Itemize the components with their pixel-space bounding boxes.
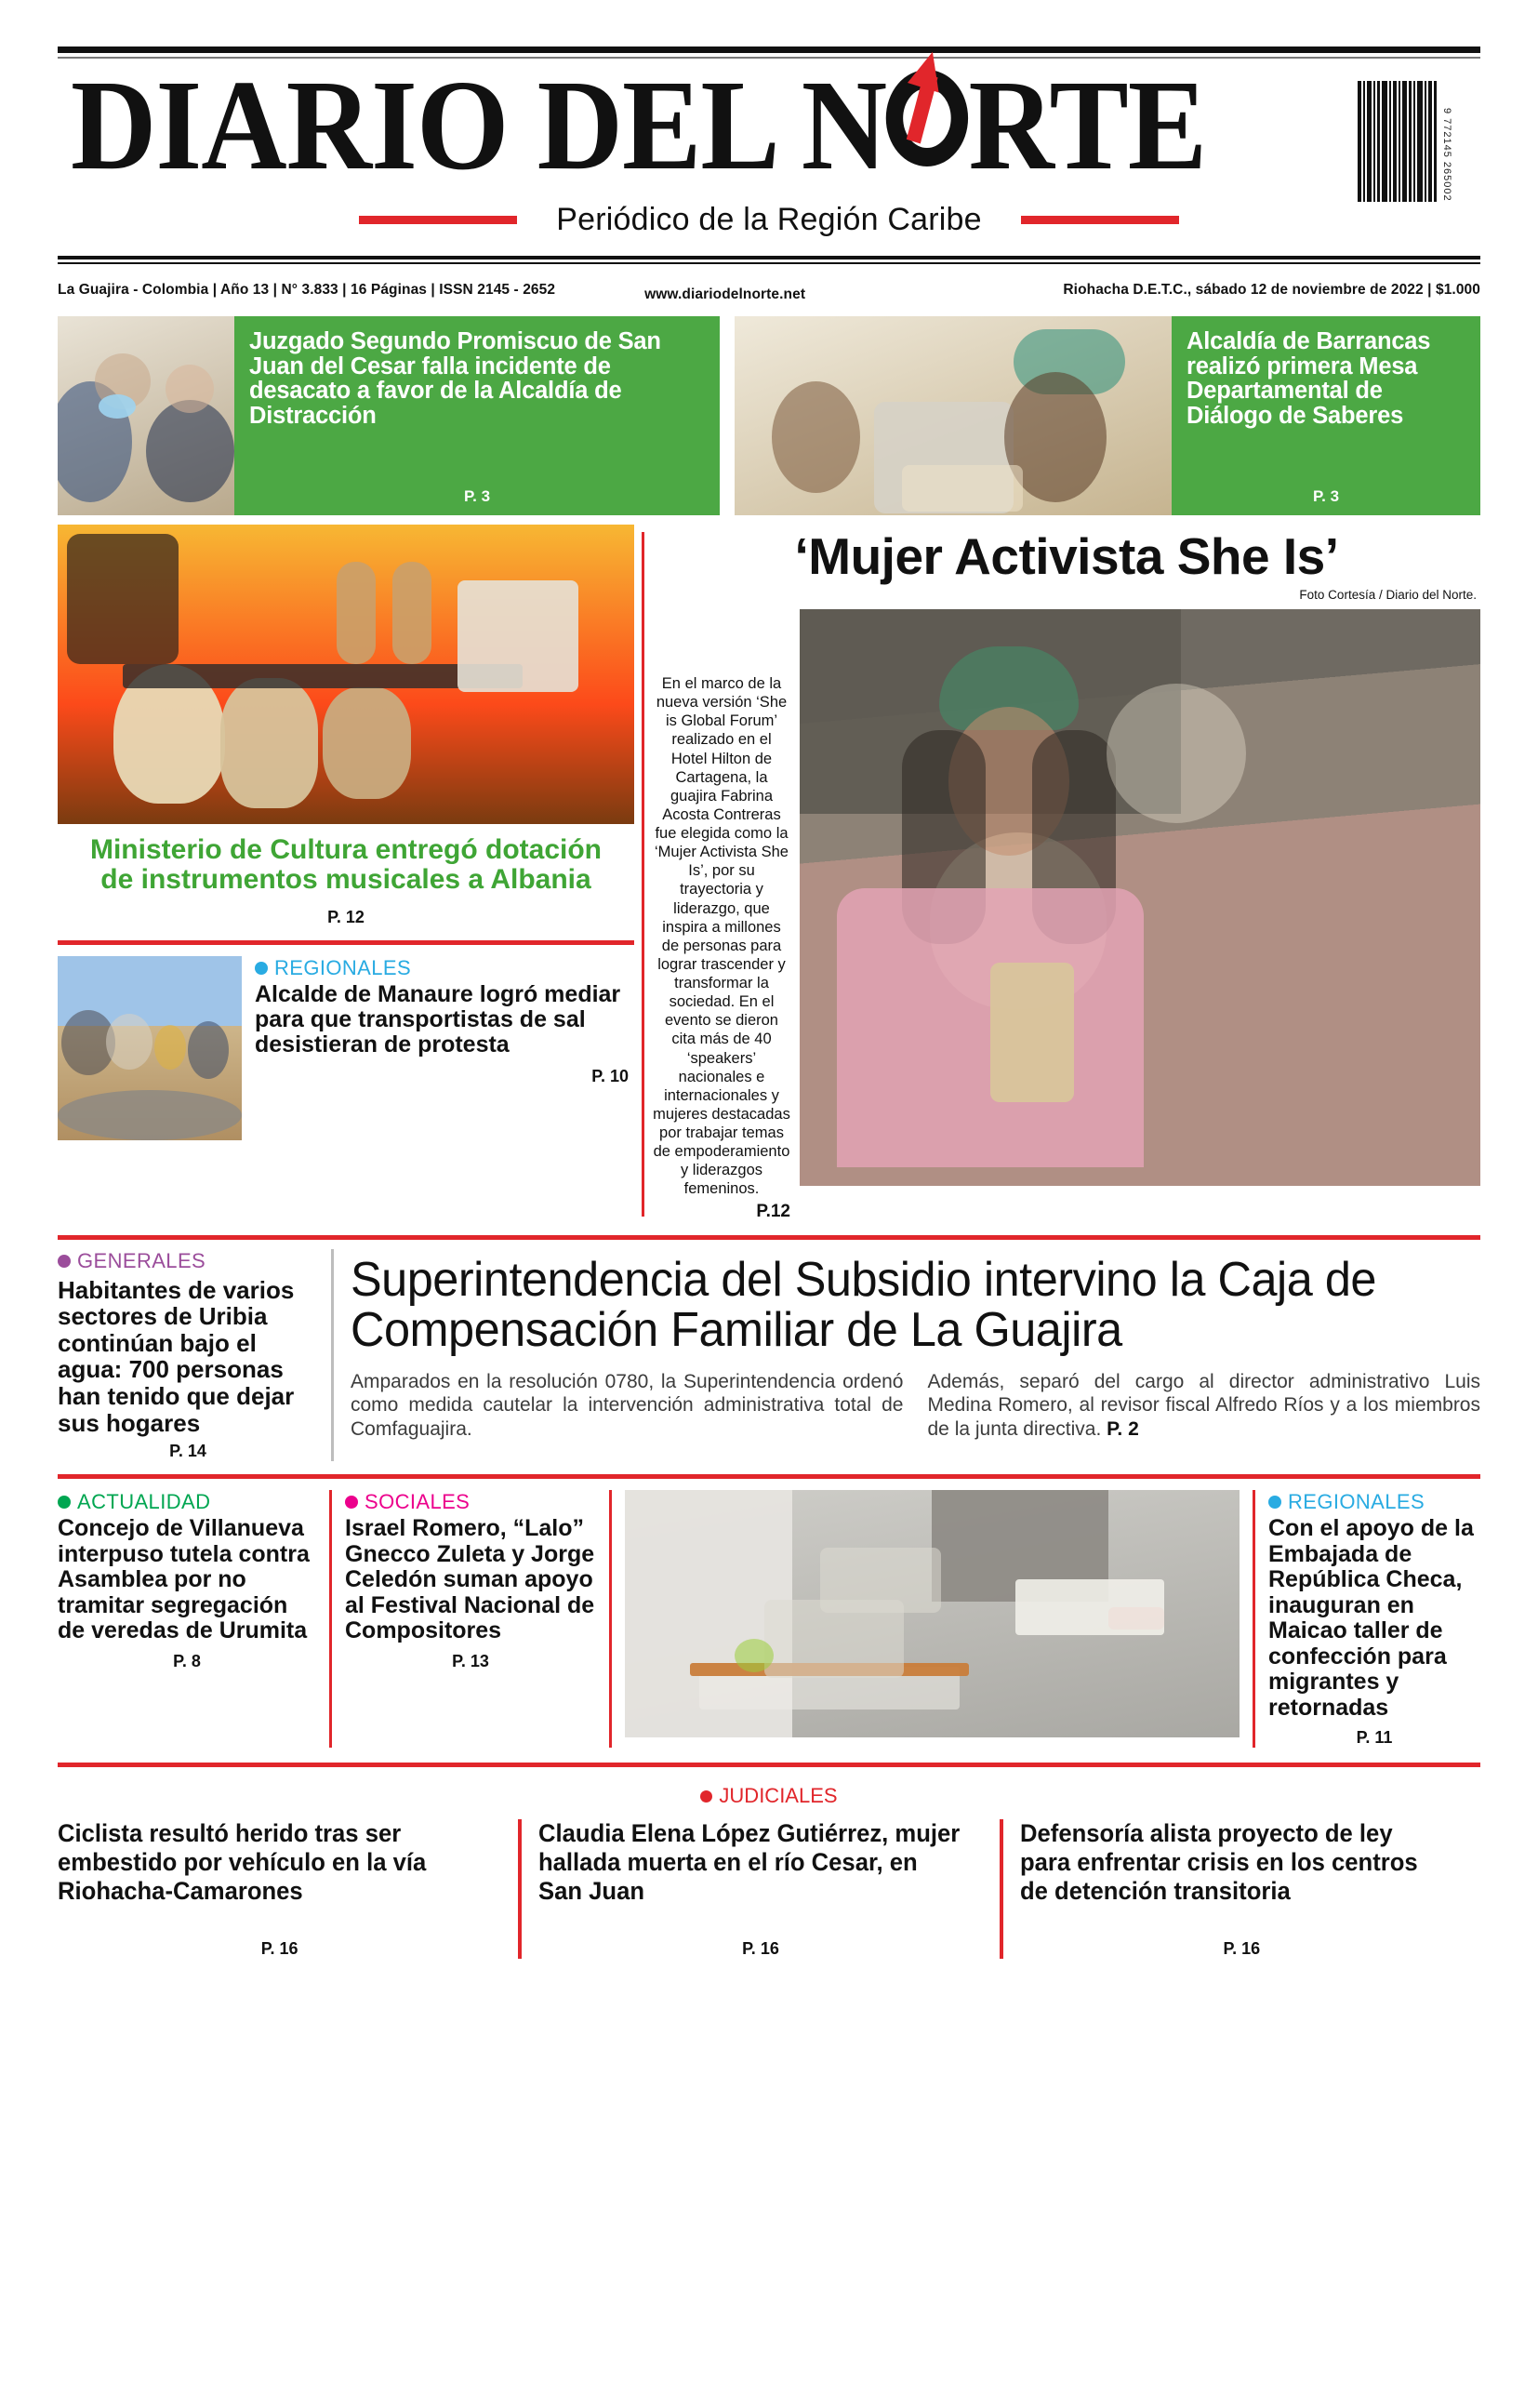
maicao-page: P. 11 [1356,1728,1393,1748]
generales-kicker [58,1249,318,1273]
generales-story[interactable] [58,1249,334,1462]
dateline [58,277,1480,303]
generales-kicker-label: GENERALES [77,1248,206,1272]
actualidad-page: P. 8 [173,1651,201,1670]
maicao-kicker-label: REGIONALES [1288,1490,1425,1514]
actualidad-kicker [58,1490,316,1514]
sheis-page: P.12 [756,1201,790,1221]
manaure-kicker [255,956,634,980]
judiciales-headline-3: Defensoría alista proyecto de ley para enfrentar crisis en los centros de detención transitoria [1019,1819,1418,1905]
dateline-website[interactable]: www.diariodelnorte.net [644,286,806,302]
cultura-page: P. 12 [327,907,365,926]
superintendencia-page: P. 2 [1107,1418,1139,1441]
masthead [58,54,1480,202]
generales-page: P. 14 [169,1442,206,1461]
judiciales-headline-2: Claudia Elena López Gutiérrez, mujer hallada muerta en el río Cesar, en San Juan [538,1819,961,1905]
sheis-story[interactable] [634,525,1480,1222]
masthead-bottom-rule [58,256,1480,264]
subtitle-rule-right [1021,216,1179,224]
sociales-story[interactable] [332,1490,609,1748]
manaure-text [242,956,634,1140]
sheis-body-row [653,609,1480,1222]
bullet-icon [58,1255,71,1268]
judiciales-kicker [58,1784,1480,1808]
dateline-right: Riohacha D.E.T.C., sábado 12 de noviembre de 2022 | $1.000 [1063,282,1480,298]
maicao-story[interactable] [1255,1490,1480,1748]
bullet-icon [345,1496,358,1509]
top-rule-thick [58,47,1480,53]
manaure-kicker-label: REGIONALES [274,955,412,979]
judiciales-item-3[interactable] [1003,1819,1480,1958]
cultura-divider [58,940,634,945]
green-banner-divider [720,316,735,515]
sheis-body-paragraph: En el marco de la nueva versión ‘She is Global Forum’ realizado en el Hotel Hilton de Cartagena, la guajira Fabrina Acosta Contreras fue elegida como la ‘Mujer Activista She Is’, por su trayectoria y liderazgo, que inspira a millones de personas para lograr trascender y transformar la sociedad. En el evento se dieron cita más de 40 ‘speakers’ nacionales e internacionales y mujeres destacadas por trabajar temas de empoderamiento y liderazgos femeninos. [653,675,790,1198]
generales-headline: Habitantes de varios sectores de Uribia continúan bajo el agua: 700 personas han tenido que dejar sus hogares [58,1275,295,1437]
green-banner-left-page: P. 3 [463,487,491,505]
masthead-title-text-3: RTE [968,54,1207,197]
green-banner-center-photo [735,316,1172,515]
judiciales-page-1: P. 16 [260,1938,298,1958]
threeup-band [58,1490,1480,1748]
left-column [58,525,634,1222]
masthead-title-text-2: O DEL N [416,54,887,197]
superintendencia-deck-right [928,1370,1481,1442]
mid-bottom-divider [58,1235,1480,1240]
superintendencia-deck-left: Amparados en la resolución 0780, la Superintendencia ordenó como medida cautelar la intervención administrativa total de Comfaguajira. [351,1370,904,1441]
cultura-photo [58,525,634,824]
sheis-photo [800,609,1480,1186]
barcode-bars [1358,81,1439,202]
judiciales-item-2[interactable] [522,1819,999,1958]
superintendencia-deck-right-text: Además, separó del cargo al director administrativo Luis Medina Romero, al revisor fiscal Alfredo Ríos y a los miembros de la junta directiva. [927,1370,1480,1441]
masthead-title [71,54,1207,197]
sociales-page: P. 13 [452,1651,489,1670]
sheis-body-text [653,609,790,1222]
sheis-photo-credit: Foto Cortesía / Diario del Norte. [1299,588,1477,602]
superintendencia-decks [351,1370,1480,1442]
actualidad-headline: Concejo de Villanueva interpuso tutela contra Asamblea por no tramitar segregación de veredas de Urumita [58,1515,310,1644]
actualidad-story[interactable] [58,1490,329,1748]
superintendencia-story[interactable] [334,1249,1480,1462]
green-banner-right-headline: Alcaldía de Barrancas realizó primera Mesa Departamental de Diálogo de Saberes [1187,328,1431,429]
threeup-divider-2 [609,1490,612,1748]
judiciales-kicker-label: JUDICIALES [719,1784,838,1808]
green-banner-right-story[interactable] [1172,316,1480,515]
judiciales-item-1[interactable] [58,1819,518,1958]
masthead-title-text: DIARI [71,54,417,197]
green-banner [58,316,1480,515]
green-banner-left-story[interactable] [234,316,720,515]
sheis-left-rule [642,532,644,1217]
bullet-icon [58,1496,71,1509]
manaure-photo [58,956,242,1140]
newspaper-front-page [0,47,1538,2408]
actualidad-kicker-label: ACTUALIDAD [77,1490,211,1514]
judiciales-page-3: P. 16 [1223,1938,1261,1958]
sociales-kicker-label: SOCIALES [365,1490,471,1514]
masthead-subtitle-row [58,198,1480,241]
sheis-title: ‘Mujer Activista She Is’ [794,527,1339,585]
judiciales-band [58,1819,1480,1958]
cultura-headline: Ministerio de Cultura entregó dotación de instrumentos musicales a Albania [89,834,603,895]
mid-zone [58,525,1480,1222]
maicao-kicker [1268,1490,1480,1514]
threeup-bottom-divider [58,1763,1480,1767]
masthead-subtitle: Periódico de la Región Caribe [556,201,982,237]
maicao-headline: Con el apoyo de la Embajada de República Checa, inauguran en Maicao taller de confección para migrantes y retornadas [1268,1515,1474,1721]
maicao-photo [625,1490,1240,1737]
green-banner-right-page: P. 3 [1312,487,1340,505]
judiciales-headline-1: Ciclista resultó herido tras ser embestido por vehículo en la vía Riohacha-Camarones [58,1819,427,1905]
superintendencia-headline: Superintendencia del Subsidio intervino la Caja de Compensación Familiar de La Guajira [351,1252,1376,1357]
barcode [1358,81,1475,202]
manaure-headline: Alcalde de Manaure logró mediar para que transportistas de sal desistieran de protesta [255,980,621,1058]
bullet-icon [1268,1496,1281,1509]
bullet-icon [700,1790,712,1803]
judiciales-page-2: P. 16 [742,1938,779,1958]
green-banner-left-photo [58,316,234,515]
barcode-number: 9 772145 265002 [1441,108,1452,202]
subtitle-rule-left [359,216,517,224]
band-bottom-divider [58,1474,1480,1479]
generales-super-band [58,1249,1480,1462]
green-banner-left-headline: Juzgado Segundo Promiscuo de San Juan del Cesar falla incidente de desacato a favor de la Alcaldía de Distracción [249,328,661,429]
manaure-page: P. 10 [591,1066,629,1085]
sociales-kicker [345,1490,596,1514]
bullet-icon [255,962,268,975]
dateline-left: La Guajira - Colombia | Año 13 | N° 3.833 | 16 Páginas | ISSN 2145 - 2652 [58,282,556,298]
manaure-story[interactable] [58,956,634,1140]
sociales-headline: Israel Romero, “Lalo” Gnecco Zuleta y Jorge Celedón suman apoyo al Festival Nacional de Compositores [345,1515,595,1644]
